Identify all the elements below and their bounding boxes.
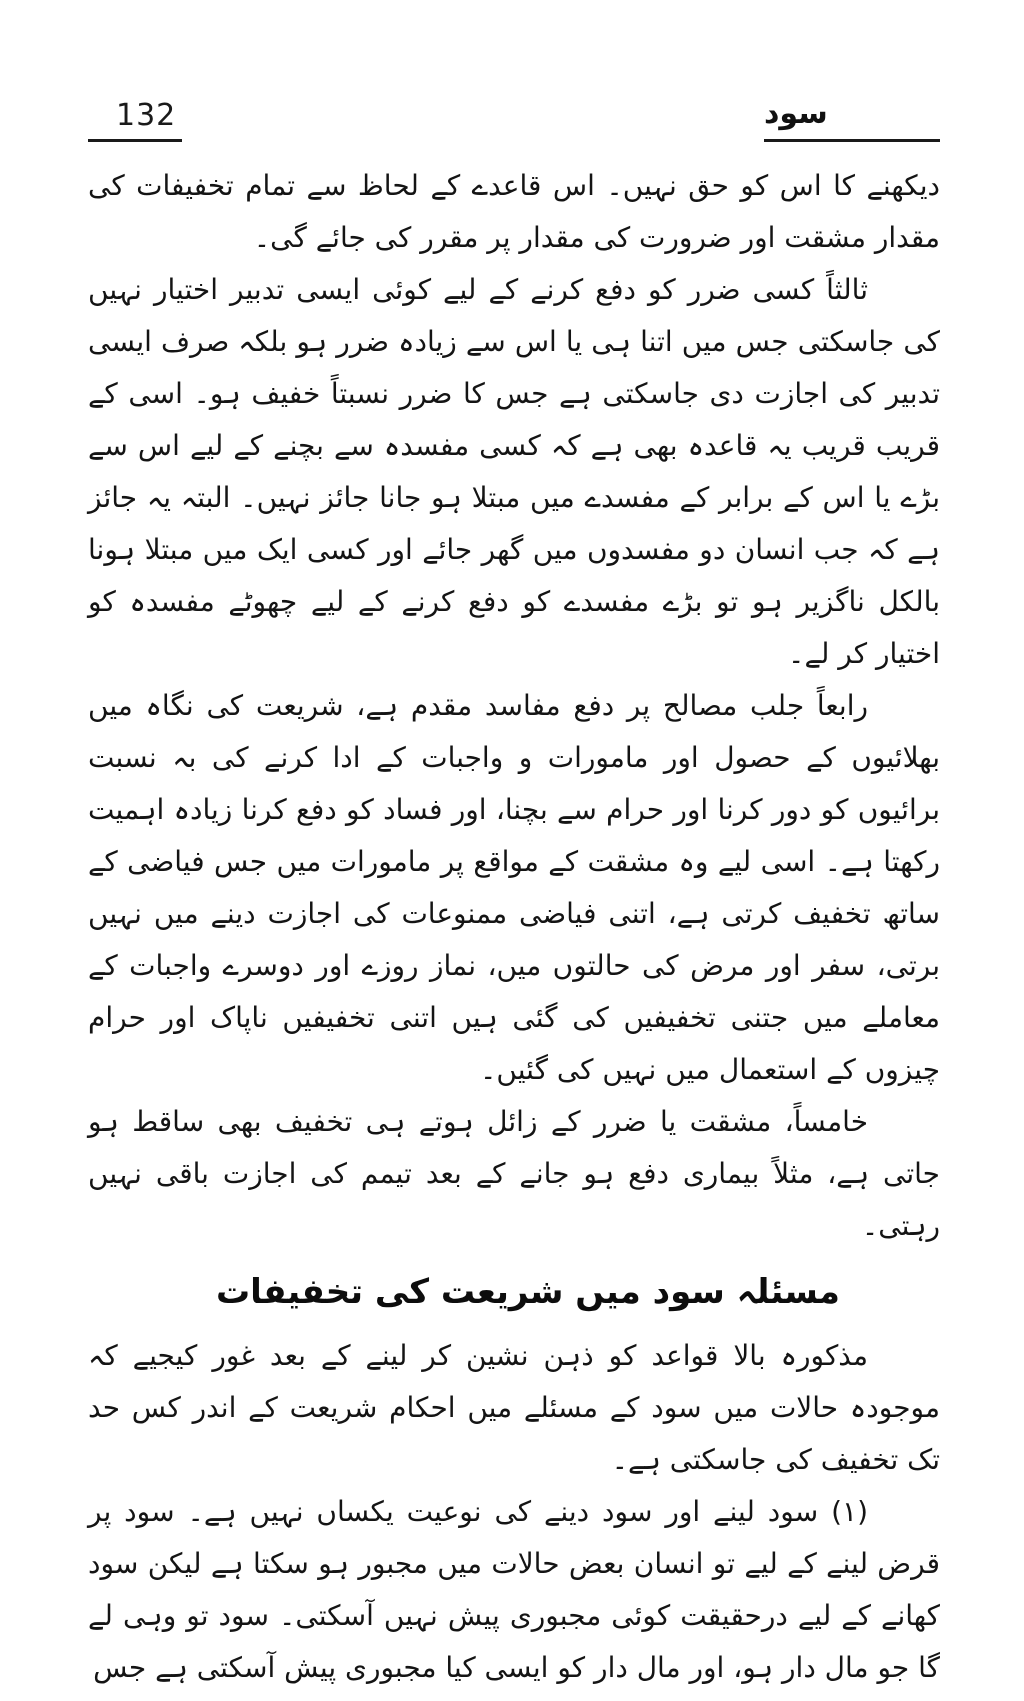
page-header [88,96,940,142]
body-text [88,160,940,1694]
paragraph: رابعاً جلب مصالح پر دفع مفاسد مقدم ہے، شریعت کی نگاہ میں بھلائیوں کے حصول اور مامورات و واجبات کے ادا کرنے کی بہ نسبت برائیوں کو دور کرنا اور حرام سے بچنا، اور فساد کو دفع کرنا زیادہ اہمیت رکھتا ہے۔ اسی لیے وہ مشقت کے مواقع پر مامورات میں جس فیاضی کے ساتھ تخفیف کرتی ہے، اتنی فیاضی ممنوعات کی اجازت دینے میں نہیں برتی، سفر اور مرض کی حالتوں میں، نماز روزے اور دوسرے واجبات کے معاملے میں جتنی تخفیفیں کی گئی ہیں اتنی تخفیفیں ناپاک اور حرام چیزوں کے استعمال میں نہیں کی گئیں۔ [88,689,940,1086]
page-number: 132 [88,98,182,142]
paragraph: خامساً، مشقت یا ضرر کے زائل ہوتے ہی تخفیف بھی ساقط ہو جاتی ہے، مثلاً بیماری دفع ہو جانے کے بعد تیمم کی اجازت باقی نہیں رہتی۔ [88,1105,940,1242]
section-heading: مسئلہ سود میں شریعت کی تخفیفات [216,1272,840,1312]
paragraph: ثالثاً کسی ضرر کو دفع کرنے کے لیے کوئی ایسی تدبیر اختیار نہیں کی جاسکتی جس میں اتنا ہی یا اس سے زیادہ ضرر ہو بلکہ صرف ایسی تدبیر کی اجازت دی جاسکتی ہے جس کا ضرر نسبتاً خفیف ہو۔ اسی کے قریب قریب یہ قاعدہ بھی ہے کہ کسی مفسدہ سے بچنے کے لیے اس سے بڑے یا اس کے برابر کے مفسدے میں مبتلا ہو جانا جائز نہیں۔ البتہ یہ جائز ہے کہ جب انسان دو مفسدوں میں گھر جائے اور کسی ایک میں مبتلا ہونا بالکل ناگزیر ہو تو بڑے مفسدے کو دفع کرنے کے لیے چھوٹے مفسدہ کو اختیار کر لے۔ [88,273,940,670]
page-content [88,96,940,1694]
running-title: سود [764,96,940,142]
paragraph: مذکورہ بالا قواعد کو ذہن نشین کر لینے کے بعد غور کیجیے کہ موجودہ حالات میں سود کے مسئلے میں احکام شریعت کے اندر کس حد تک تخفیف کی جاسکتی ہے۔ [88,1339,940,1476]
paragraph: (۱) سود لینے اور سود دینے کی نوعیت یکساں نہیں ہے۔ سود پر قرض لینے کے لیے تو انسان بعض حالات میں مجبور ہو سکتا ہے لیکن سود کھانے کے لیے درحقیقت کوئی مجبوری پیش نہیں آسکتی۔ سود تو وہی لے گا جو مال دار ہو، اور مال دار کو ایسی کیا مجبوری پیش آسکتی ہے جس [88,1495,940,1684]
paragraph: دیکھنے کا اس کو حق نہیں۔ اس قاعدے کے لحاظ سے تمام تخفیفات کی مقدار مشقت اور ضرورت کی مقدار پر مقرر کی جائے گی۔ [88,169,940,254]
